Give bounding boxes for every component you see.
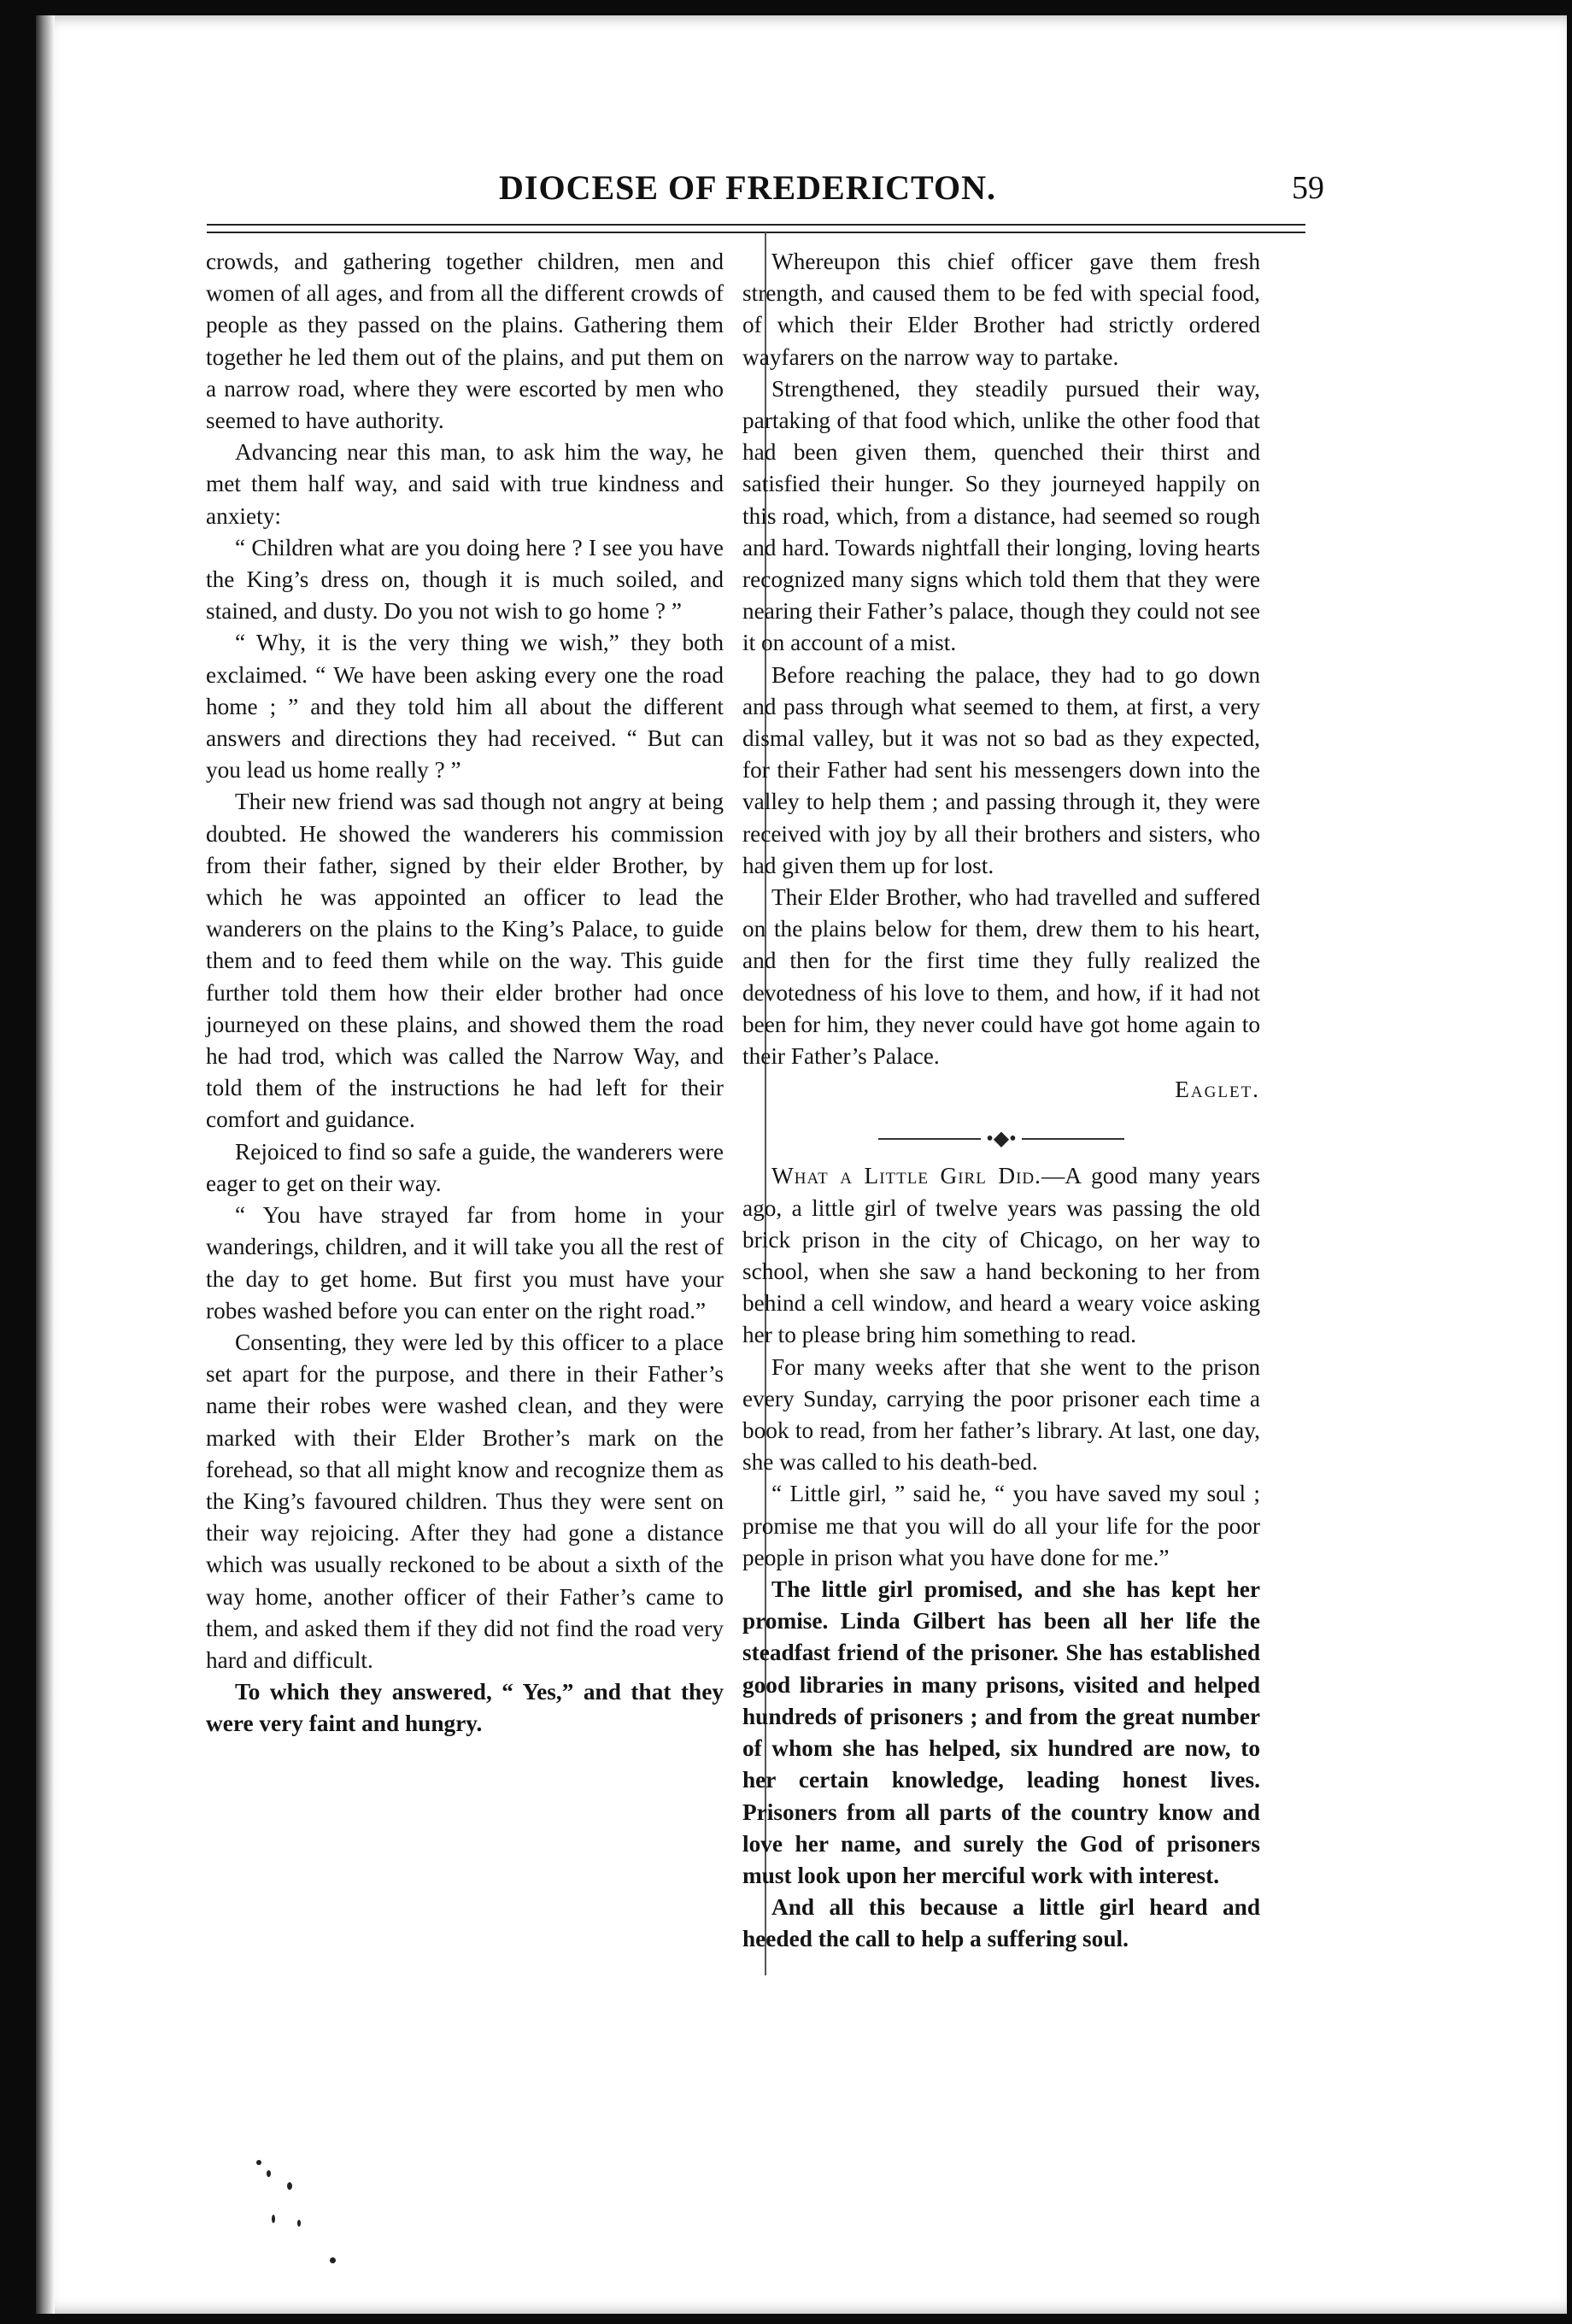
- paragraph: Before reaching the palace, they had to go down and pass through what seemed to them, at first, a very dismal valley, but it was not so bad as they expected, for their Father had sent his messengers down into the valley to help them ; and passing through it, they were received with joy by all their brothers and sisters, who had given them up for lost.: [742, 661, 1260, 878]
- page-header: [171, 167, 1324, 210]
- ink-speck: [297, 2220, 301, 2227]
- page-number: 59: [1292, 170, 1324, 206]
- paragraph: For many weeks after that she went to the prison every Sunday, carrying the poor prisoner each time a book to read, from her father’s library. At last, one day, she was called to his death-bed.: [742, 1353, 1260, 1476]
- paragraph: “ Children what are you doing here ? I see you have the King’s dress on, though it is much soiled, and stained, and dusty. Do you not wish to go home ? ”: [206, 534, 724, 625]
- article-title: What a Little Girl Did.: [771, 1163, 1041, 1189]
- paragraph: “ You have strayed far from home in your wanderings, children, and it will take you all the rest of the day to get home. But first you must have your robes washed before you can enter on the right road.”: [206, 1202, 724, 1323]
- section-ornament: [742, 1124, 1260, 1152]
- ornament-rule: [878, 1138, 981, 1140]
- ornament-diamond-icon: •◆•: [986, 1128, 1017, 1151]
- running-head: DIOCESE OF FREDERICTON.: [499, 168, 996, 207]
- title-dash: —: [1041, 1163, 1065, 1189]
- paragraph: To which they answered, “ Yes,” and that they were very faint and hungry.: [206, 1679, 724, 1737]
- ink-speck: [256, 2160, 261, 2165]
- paragraph: Consenting, they were led by this officer to a place set apart for the purpose, and there in their Father’s name their robes were washed clean, and they were marked with their Elder Brother’s mark on the forehead, so that all might know and recognize them as the King’s favoured children. Thus they were sent on their way rejoicing. After they had gone a distance which was usually reckoned to be about a sixth of the way home, another officer of their Father’s came to them, and asked them if they did not find the road very hard and difficult.: [206, 1329, 724, 1673]
- paragraph: The little girl promised, and she has kept her promise. Linda Gilbert has been all her life the steadfast friend of the prisoner. She has established good libraries in many prisons, visited and helped hundreds of prisoners ; and from the great number of whom she has helped, six hundred are now, to her certain knowledge, leading honest lives. Prisoners from all parts of the country know and love her name, and surely the God of prisoners must look upon her merciful work with interest.: [742, 1576, 1260, 1888]
- ink-speck: [330, 2257, 336, 2263]
- left-column: [206, 246, 724, 1740]
- ink-speck: [267, 2170, 271, 2177]
- paragraph: Their new friend was sad though not angry at being doubted. He showed the wanderers his commission from their father, signed by their elder Brother, by which he was appointed an officer to lead the wanderers on the plains to the King’s Palace, to guide them and to feed them while on the way. This guide further told them how their elder brother had once journeyed on these plains, and showed them the road he had trod, which was called the Narrow Way, and told them of the instructions he had left for their comfort and guidance.: [206, 789, 724, 1133]
- paragraph: Whereupon this chief officer gave them fresh strength, and caused them to be fed with special food, of which their Elder Brother had strictly ordered wayfarers on the narrow way to partake.: [742, 249, 1260, 370]
- binding-gutter: [36, 15, 55, 2314]
- paragraph: “ Why, it is the very thing we wish,” they both exclaimed. “ We have been asking every one the road home ; ” and they told him all about the different answers and directions they had received. “ But can you lead us home really ? ”: [206, 630, 724, 783]
- paragraph: Their Elder Brother, who had travelled and suffered on the plains below for them, drew them to his heart, and then for the first time they fully realized the devotedness of his love to them, and how, if it had not been for him, they never could have got home again to their Father’s Palace.: [742, 884, 1260, 1070]
- paragraph: crowds, and gathering together children, men and women of all ages, and from all the different crowds of people as they passed on the plains. Gathering them together he led them out of the plains, and put them on a narrow road, where they were escorted by men who seemed to have authority.: [206, 249, 724, 434]
- ink-speck: [272, 2215, 275, 2223]
- paragraph: Advancing near this man, to ask him the way, he met them half way, and said with true kindness and anxiety:: [206, 439, 724, 529]
- print-specks: [248, 2153, 350, 2273]
- header-rule: [207, 224, 1305, 233]
- paragraph: Strengthened, they steadily pursued their way, partaking of that food which, unlike the other food that had been given them, quenched their thirst and satisfied their hunger. So they journeyed happily on this road, which, from a distance, had seemed so rough and hard. Towards nightfall their longing, loving hearts recognized many signs which told them that they were nearing their Father’s palace, though they could not see it on account of a mist.: [742, 375, 1260, 656]
- paragraph: “ Little girl, ” said he, “ you have saved my soul ; promise me that you will do all your life for the poor people in prison what you have done for me.”: [742, 1481, 1260, 1570]
- article-lead-text: A good many years ago, a little girl of twelve years was passing the old brick prison in the city of Chicago, on her way to school, when she saw a hand beckoning to her from behind a cell window, and heard a weary voice asking her to please bring him something to read.: [742, 1163, 1260, 1348]
- paragraph: Rejoiced to find so safe a guide, the wanderers were eager to get on their way.: [206, 1138, 724, 1196]
- ornament-rule: [1022, 1138, 1124, 1140]
- article-lead-paragraph: [742, 1160, 1260, 1351]
- paragraph: And all this because a little girl heard and heeded the call to help a suffering soul.: [742, 1894, 1260, 1952]
- author-signature: Eaglet.: [1175, 1077, 1260, 1103]
- right-column: [742, 246, 1260, 1956]
- ink-speck: [287, 2182, 292, 2190]
